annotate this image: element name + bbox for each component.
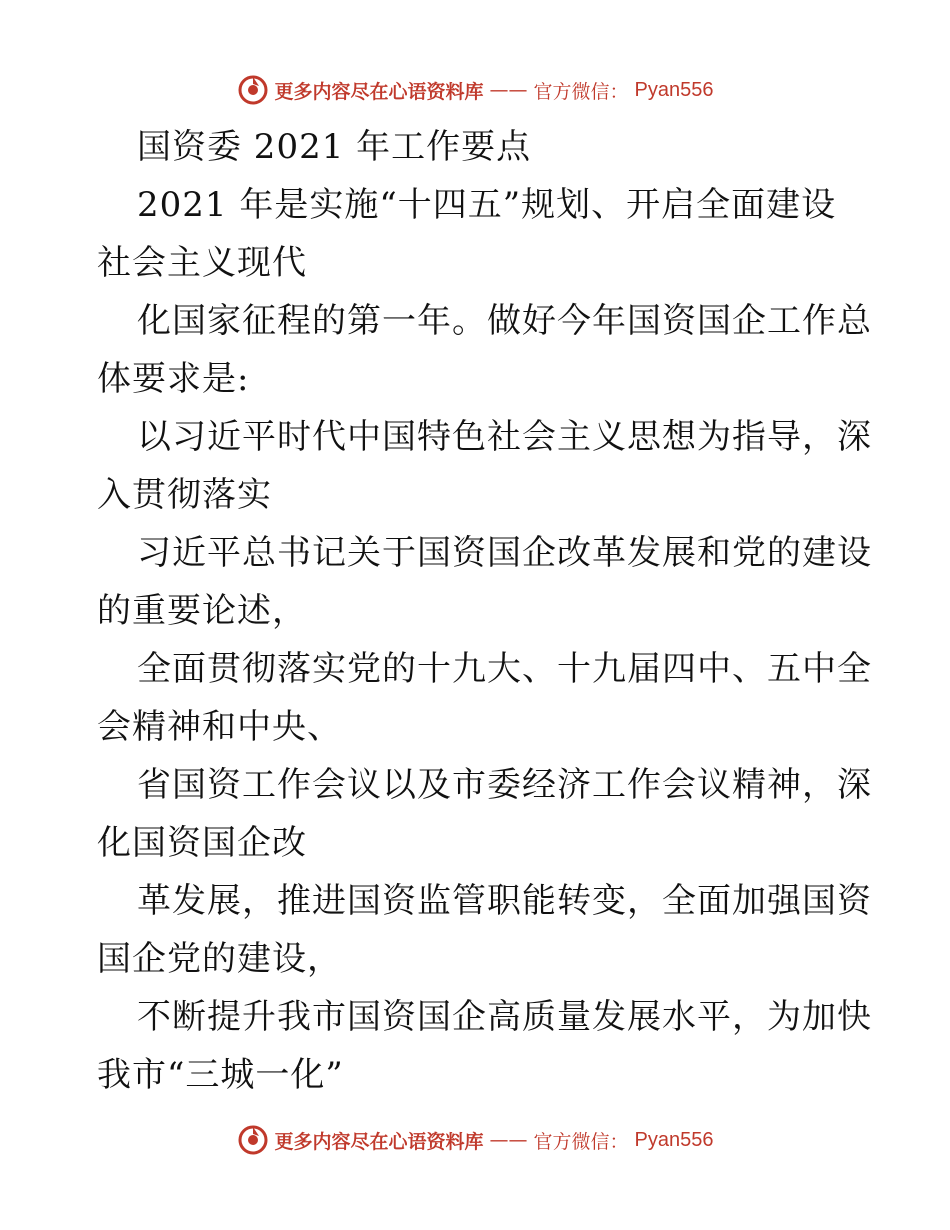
document-line: 全面贯彻落实党的十九大、十九届四中、五中全 <box>137 649 872 689</box>
document-line: 体要求是: <box>97 359 250 399</box>
watermark-brand: 更多内容尽在心语资料库 <box>274 1130 484 1153</box>
footer-watermark <box>0 1122 950 1158</box>
watermark-wechat-id: Pyan556 <box>634 1128 714 1151</box>
brand-logo-icon <box>237 1124 269 1156</box>
watermark-wechat-label: 官方微信： <box>533 1130 629 1153</box>
document-line: 社会主义现代 <box>97 243 307 283</box>
document-line: 习近平总书记关于国资国企改革发展和党的建设 <box>137 533 872 573</box>
watermark-wechat-id: Pyan556 <box>634 78 714 101</box>
brand-logo-icon <box>237 74 269 106</box>
document-line: 不断提升我市国资国企高质量发展水平，为加快 <box>137 997 872 1037</box>
watermark-separator: —— <box>489 1129 528 1151</box>
document-line: 革发展，推进国资监管职能转变，全面加强国资 <box>137 881 872 921</box>
document-body <box>97 118 872 1104</box>
document-line: 2021 年是实施“十四五”规划、开启全面建设 <box>137 185 837 225</box>
watermark-wechat-label: 官方微信： <box>533 80 629 103</box>
document-line: 的重要论述， <box>97 591 307 631</box>
document-line: 省国资工作会议以及市委经济工作会议精神，深 <box>137 765 872 805</box>
watermark-separator: —— <box>489 79 528 101</box>
document-line: 化国资国企改 <box>97 823 307 863</box>
document-line: 我市“三城一化” <box>97 1055 344 1095</box>
document-line: 会精神和中央、 <box>97 707 342 747</box>
document-line: 入贯彻落实 <box>97 475 272 515</box>
document-line: 国企党的建设， <box>97 939 342 979</box>
document-line: 国资委 2021 年工作要点 <box>137 127 532 167</box>
document-line: 以习近平时代中国特色社会主义思想为指导，深 <box>137 417 872 457</box>
watermark-brand: 更多内容尽在心语资料库 <box>274 80 484 103</box>
document-line: 化国家征程的第一年。做好今年国资国企工作总 <box>137 301 872 341</box>
header-watermark <box>0 72 950 108</box>
